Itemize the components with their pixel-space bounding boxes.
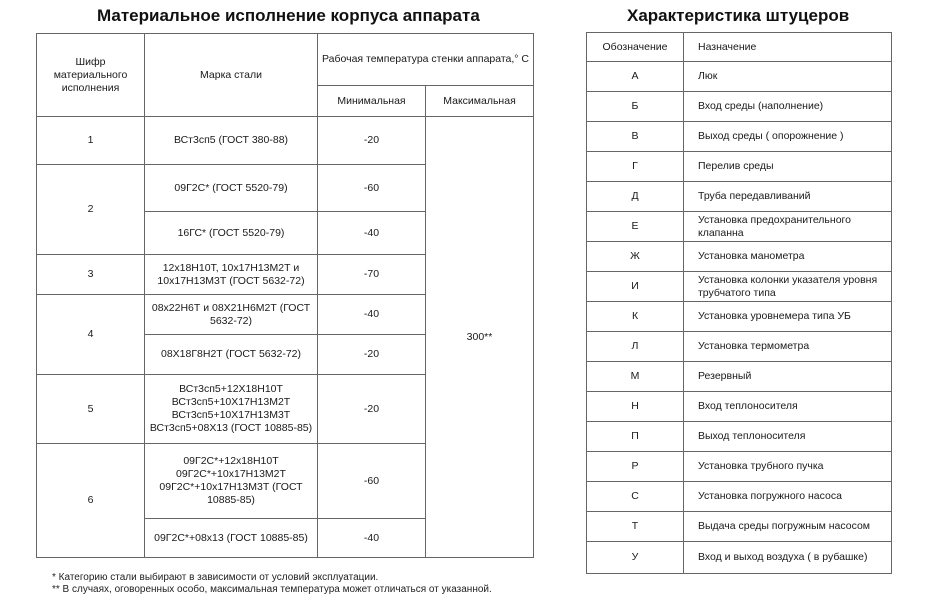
fitting-code: В <box>587 122 684 152</box>
min-temp: -20 <box>318 117 426 165</box>
table-row <box>587 452 892 482</box>
min-temp: -70 <box>318 255 426 295</box>
header-code: Шифр материального исполнения <box>37 34 145 117</box>
min-temp: -20 <box>318 335 426 375</box>
footnotes <box>52 572 492 596</box>
min-temp: -20 <box>318 375 426 444</box>
steel-grade: ВСт3сп5+12Х18Н10Т ВСт3сп5+10Х17Н13М2Т ВСт3сп5+10Х17Н13М3Т ВСт3сп5+08Х13 (ГОСТ 10885-85) <box>145 375 318 444</box>
table-row <box>587 122 892 152</box>
fitting-purpose: Вход теплоносителя <box>684 392 892 422</box>
fittings-title: Характеристика штуцеров <box>627 6 850 25</box>
fitting-purpose: Выход теплоносителя <box>684 422 892 452</box>
fittings-table <box>586 32 892 574</box>
header-steel: Марка стали <box>145 34 318 117</box>
fitting-code: Н <box>587 392 684 422</box>
fitting-code: Л <box>587 332 684 362</box>
material-code: 5 <box>37 375 145 444</box>
fitting-code: П <box>587 422 684 452</box>
fitting-code: М <box>587 362 684 392</box>
materials-table <box>36 33 534 558</box>
fitting-code: Т <box>587 512 684 542</box>
min-temp: -60 <box>318 444 426 519</box>
fitting-code: Г <box>587 152 684 182</box>
material-code: 4 <box>37 295 145 375</box>
steel-grade: ВСт3сп5 (ГОСТ 380-88) <box>145 117 318 165</box>
fitting-purpose: Труба передавливаний <box>684 182 892 212</box>
fitting-code: И <box>587 272 684 302</box>
footnote: ** В случаях, оговоренных особо, максимальная температура может отличаться от указанной. <box>52 584 492 595</box>
fitting-code: Е <box>587 212 684 242</box>
fitting-purpose: Люк <box>684 62 892 92</box>
fitting-purpose: Установка колонки указателя уровня трубчатого типа <box>684 272 892 302</box>
table-row <box>587 542 892 574</box>
fitting-purpose: Вход и выход воздуха ( в рубашке) <box>684 542 892 574</box>
steel-grade: 08Х18Г8Н2Т (ГОСТ 5632-72) <box>145 335 318 375</box>
material-code: 6 <box>37 444 145 558</box>
fitting-code: Б <box>587 92 684 122</box>
table-row <box>587 482 892 512</box>
table-row <box>587 362 892 392</box>
table-row <box>587 332 892 362</box>
table-row <box>37 117 534 165</box>
table-row <box>587 242 892 272</box>
fitting-code: Д <box>587 182 684 212</box>
material-code: 1 <box>37 117 145 165</box>
fitting-purpose: Выход среды ( опорожнение ) <box>684 122 892 152</box>
header-min: Минимальная <box>318 86 426 117</box>
table-row <box>587 92 892 122</box>
material-code: 2 <box>37 165 145 255</box>
table-row <box>587 422 892 452</box>
steel-grade: 09Г2С*+12х18Н10Т 09Г2С*+10х17Н13М2Т 09Г2С*+10х17Н13М3Т (ГОСТ 10885-85) <box>145 444 318 519</box>
fitting-purpose: Установка предохранительного клапанна <box>684 212 892 242</box>
fitting-purpose: Перелив среды <box>684 152 892 182</box>
steel-grade: 09Г2С*+08х13 (ГОСТ 10885-85) <box>145 519 318 558</box>
min-temp: -40 <box>318 519 426 558</box>
fitting-code: С <box>587 482 684 512</box>
table-row <box>587 212 892 242</box>
fitting-purpose: Вход среды (наполнение) <box>684 92 892 122</box>
fitting-code: Ж <box>587 242 684 272</box>
steel-grade: 16ГС* (ГОСТ 5520-79) <box>145 212 318 255</box>
table-row <box>587 152 892 182</box>
fitting-purpose: Установка погружного насоса <box>684 482 892 512</box>
min-temp: -40 <box>318 212 426 255</box>
header-purpose: Назначение <box>684 33 892 62</box>
table-row <box>587 302 892 332</box>
fitting-purpose: Установка трубного пучка <box>684 452 892 482</box>
header-temp: Рабочая температура стенки аппарата,° С <box>318 34 534 86</box>
fitting-code: Р <box>587 452 684 482</box>
steel-grade: 08х22Н6Т и 08Х21Н6М2Т (ГОСТ 5632-72) <box>145 295 318 335</box>
table-row <box>587 272 892 302</box>
fitting-code: У <box>587 542 684 574</box>
table-row <box>587 512 892 542</box>
min-temp: -60 <box>318 165 426 212</box>
table-row <box>587 392 892 422</box>
fitting-purpose: Резервный <box>684 362 892 392</box>
fitting-purpose: Установка термометра <box>684 332 892 362</box>
header-designation: Обозначение <box>587 33 684 62</box>
max-temp: 300** <box>426 117 534 558</box>
fitting-purpose: Установка манометра <box>684 242 892 272</box>
table-row <box>587 62 892 92</box>
header-max: Максимальная <box>426 86 534 117</box>
material-code: 3 <box>37 255 145 295</box>
fitting-purpose: Выдача среды погружным насосом <box>684 512 892 542</box>
steel-grade: 12х18Н10Т, 10х17Н13М2Т и 10х17Н13М3Т (ГОСТ 5632-72) <box>145 255 318 295</box>
fitting-purpose: Установка уровнемера типа УБ <box>684 302 892 332</box>
min-temp: -40 <box>318 295 426 335</box>
materials-title: Материальное исполнение корпуса аппарата <box>97 6 480 25</box>
table-row <box>587 182 892 212</box>
steel-grade: 09Г2С* (ГОСТ 5520-79) <box>145 165 318 212</box>
footnote: * Категорию стали выбирают в зависимости от условий эксплуатации. <box>52 572 379 583</box>
fitting-code: А <box>587 62 684 92</box>
fitting-code: К <box>587 302 684 332</box>
